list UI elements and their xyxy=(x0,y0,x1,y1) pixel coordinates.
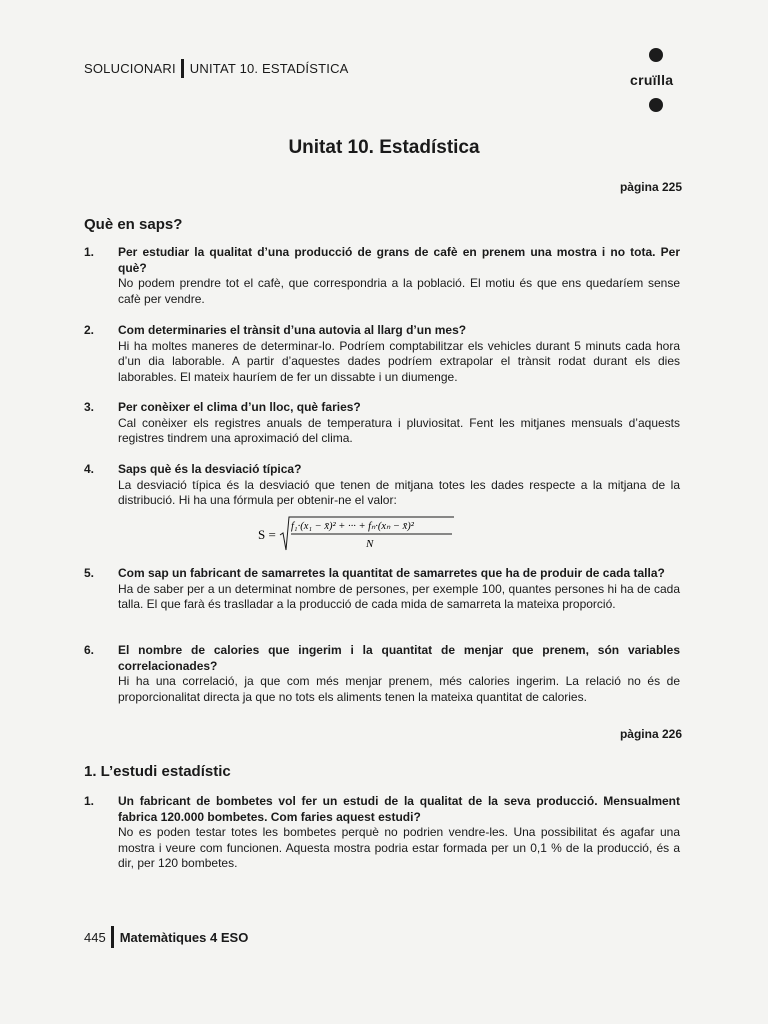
header-separator xyxy=(181,59,184,78)
page-footer xyxy=(84,926,248,948)
header-left: SOLUCIONARI xyxy=(84,61,176,76)
question-text: Com sap un fabricant de samarretes la quantitat de samarretes que ha de produir de cada talla? xyxy=(118,566,665,580)
book-title: Matemàtiques 4 ESO xyxy=(119,929,249,945)
question-text: El nombre de calories que ingerim i la quantitat de menjar que prenem, són variables correlacionades? xyxy=(118,643,680,673)
section-heading-estudi-estadistic: 1. L’estudi estadístic xyxy=(84,763,231,780)
question-text: Per conèixer el clima d’un lloc, què faries? xyxy=(118,400,361,414)
question-number: 1. xyxy=(84,245,95,259)
question-number: 1. xyxy=(84,794,95,808)
answer-text: No es poden testar totes les bombetes perquè no podrien vendre-les. Una possibilitat és agafar una mostra i veure com funcionen. Aquesta mostra podria estar formada per un 0,1 % de la producció, és a dir, per 120 bombetes. xyxy=(118,825,680,870)
running-header xyxy=(84,59,349,78)
page-number: 445 xyxy=(84,929,106,945)
question-text: Com determinaries el trànsit d’una autovia al llarg d’un mes? xyxy=(118,323,467,337)
answer-text: Hi ha moltes maneres de determinar-lo. Podríem comptabilitzar els vehicles durant 5 minuts cada hora d’un dia laborable. A partir d’aquestes dades podríem extrapolar el trànsit rodat durant els dies laborables. El mateix hauríem de fer un dissabte i un diumenge. xyxy=(118,338,680,384)
answer-text: Cal conèixer els registres anuals de temperatura i pluviositat. Fent les mitjanes mensuals d’aquests registres tindrem una aproximació del clima. xyxy=(118,415,680,445)
question-item-4 xyxy=(84,462,680,509)
formula-numerator: f₁·(x₁ − x̄)² + ··· + fₙ·(xₙ − x̄)² xyxy=(291,521,414,532)
question-number: 4. xyxy=(84,462,95,476)
footer-separator xyxy=(111,926,114,948)
answer-text: Hi ha una correlació, ja que com més menjar prenem, més calories ingerim. La relació no és de proporcionalitat directa ja que no tots els aliments tenen la mateixa quantitat de calories. xyxy=(118,674,680,704)
page-title: Unitat 10. Estadística xyxy=(288,137,480,158)
question-item-2 xyxy=(84,323,680,385)
question-text: Saps què és la desviació típica? xyxy=(118,462,302,476)
answer-text: La desviació típica és la desviació que tenen de mitjana totes les dades respecte a la mitjana de la distribució. Hi ha una fórmula per obtenir-ne el valor: xyxy=(118,477,680,507)
question-item-6 xyxy=(84,643,680,705)
question-item-5 xyxy=(84,566,680,613)
question-text: Un fabricant de bombetes vol fer un estudi de la qualitat de la seva producció. Mensualment fabrica 120.000 bombetes. Com faries aquest estudi? xyxy=(118,794,680,824)
publisher-logo xyxy=(630,48,690,118)
question-number: 3. xyxy=(84,400,95,414)
formula-lhs: S = xyxy=(258,527,276,542)
standard-deviation-formula xyxy=(258,514,458,554)
question-number: 6. xyxy=(84,643,95,657)
page-ref-225: pàgina 225 xyxy=(619,180,682,194)
question-number: 2. xyxy=(84,323,95,337)
logo-dot-bottom xyxy=(649,98,663,112)
question-item-bombetes xyxy=(84,794,680,872)
question-text: Per estudiar la qualitat d’una producció de grans de cafè en prenem una mostra i no tota. Per què? xyxy=(118,245,680,275)
page-ref-226: pàgina 226 xyxy=(619,727,682,741)
logo-text: cruïlla xyxy=(630,72,674,88)
header-right: UNITAT 10. ESTADÍSTICA xyxy=(189,61,349,76)
section-heading-que-en-saps: Què en saps? xyxy=(84,216,183,233)
formula-denominator: N xyxy=(366,538,374,550)
answer-text: No podem prendre tot el cafè, que correspondria a la població. El motiu és que ens quedaríem sense cafè per vendre. xyxy=(118,276,680,306)
question-number: 5. xyxy=(84,566,95,580)
question-item-3 xyxy=(84,400,680,447)
question-item-1 xyxy=(84,245,680,307)
answer-text: Ha de saber per a un determinat nombre de persones, per exemple 100, quantes persones hi ha de cada talla. El que farà és traslladar a la producció de cada mida de samarreta la mateixa proporció. xyxy=(118,581,680,611)
logo-dot-top xyxy=(649,48,663,62)
